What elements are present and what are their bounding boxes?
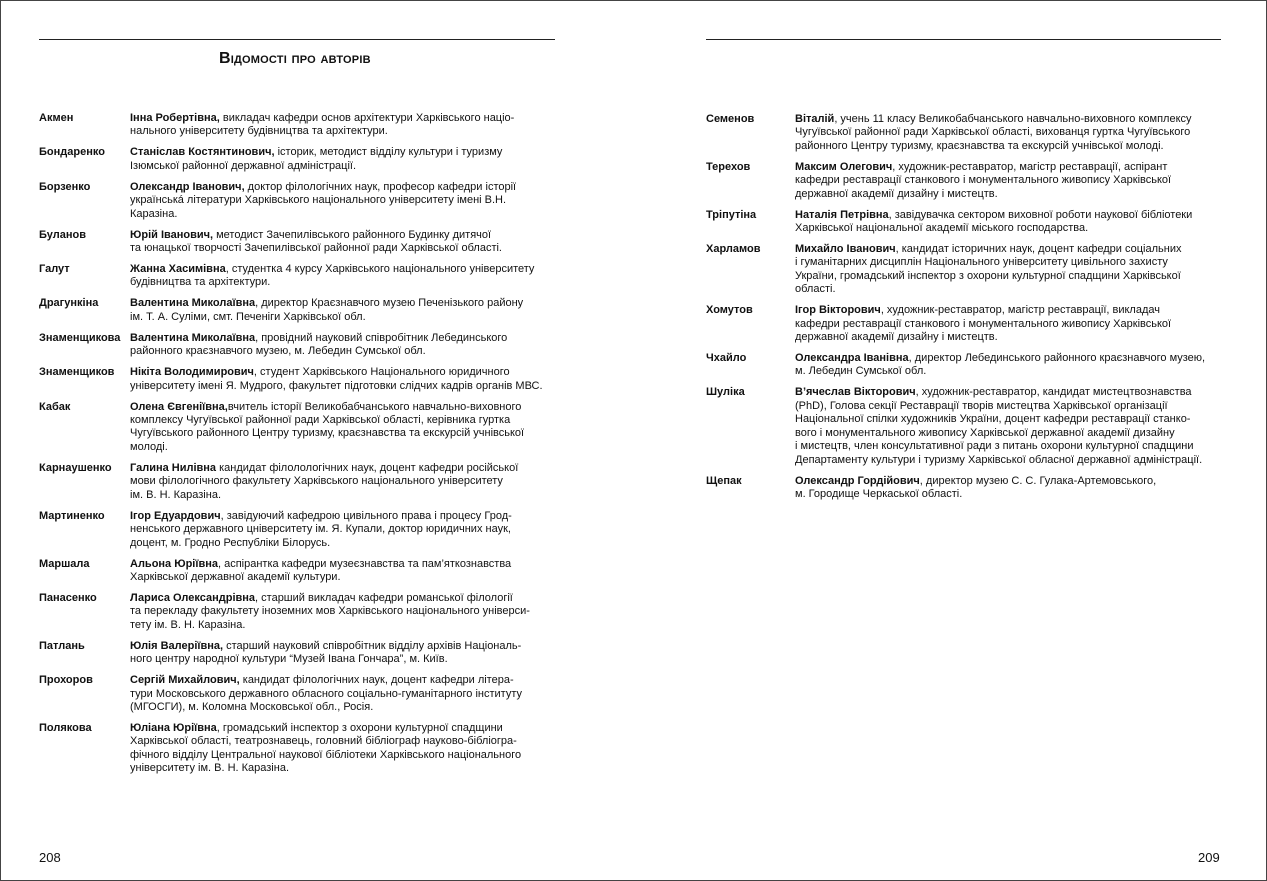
top-rule	[39, 39, 555, 40]
description-line	[130, 345, 564, 358]
author-name: Станіслав Костянтинович,	[130, 146, 275, 159]
description-text: комплексу Чугуївської районної ради Харківської області, керівника гуртка	[130, 414, 511, 427]
description-text: , директор Лебединського районного краєзнавчого музею,	[908, 352, 1206, 365]
description-text: та перекладу факультету іноземних мов Харківського національного універси-	[130, 605, 530, 618]
author-surname: Панасенко	[39, 591, 97, 604]
description-line	[130, 749, 564, 762]
author-name: Юліана Юріївна	[130, 721, 217, 734]
author-name: Валентина Миколаївна	[130, 331, 256, 344]
description-line	[795, 256, 1236, 269]
author-entry	[706, 161, 1236, 201]
description-text: доцент, м. Гродно Республіки Білорусь.	[130, 536, 331, 549]
description-line	[795, 174, 1236, 187]
author-surname: Кабак	[39, 400, 71, 413]
right-page	[634, 1, 1266, 880]
author-description	[130, 674, 564, 714]
description-line	[130, 112, 564, 125]
description-text: і мистецтв, член консультативної ради з питань охорони культурної спадщини	[795, 440, 1194, 453]
author-name: Лариса Олександрівна	[130, 591, 256, 604]
description-text: , художник-реставратор, магістр реставрації, аспірант	[892, 160, 1168, 173]
description-text: кафедри реставрації станкового і монументального живопису Харківської	[795, 174, 1172, 187]
author-surname: Чхайло	[706, 352, 747, 365]
author-name: Інна Робертівна,	[130, 112, 220, 124]
author-name: В’ячеслав Вікторович	[795, 386, 916, 399]
author-surname: Карнаушенко	[39, 461, 112, 474]
description-text: кандидат філолологічних наук, доцент кафедри російської	[216, 461, 519, 474]
author-surname: Тріпутіна	[706, 208, 757, 221]
author-entry	[39, 181, 564, 221]
author-entry	[39, 263, 564, 290]
author-name: Галина Нилівна	[130, 461, 217, 474]
description-line	[130, 427, 564, 440]
description-text: України, громадський інспектор з охорони культурної спадщини Харківської	[795, 269, 1181, 282]
description-line	[130, 475, 564, 488]
description-line	[130, 688, 564, 701]
description-text: кандидат філологічних наук, доцент кафедри літера-	[239, 674, 514, 687]
description-line	[130, 160, 564, 173]
description-text: , учень 11 класу Великобабчанського навчально-виховного комплексу	[834, 113, 1192, 125]
author-name: Михайло Іванович	[795, 243, 896, 256]
description-line	[130, 414, 564, 427]
description-line	[795, 400, 1236, 413]
description-line	[130, 674, 564, 687]
page-number: 209	[1198, 850, 1220, 865]
author-entry	[706, 352, 1236, 379]
author-name: Валентина Миколаївна	[130, 297, 256, 310]
author-description	[130, 146, 564, 173]
description-line	[130, 194, 564, 207]
description-text: ненського державного цніверситету ім. Я. Купали, доктор юридичних наук,	[130, 523, 511, 536]
author-surname: Щепак	[706, 474, 742, 487]
description-text: вчитель історії Великобабчанського навчально-виховного	[227, 400, 522, 413]
description-text: (PhD), Голова секції Реставрації творів мистецтва Харківської організації	[795, 399, 1168, 412]
description-line	[130, 640, 564, 653]
description-line	[795, 243, 1236, 256]
description-line	[795, 113, 1236, 126]
description-line	[130, 146, 564, 159]
author-name: Олександр Іванович,	[130, 180, 245, 193]
description-line	[130, 332, 564, 345]
description-line	[130, 619, 564, 632]
description-text: , художник-реставратор, кандидат мистецтвознавства	[915, 386, 1192, 399]
author-description	[130, 366, 564, 393]
author-surname: Драгункіна	[39, 297, 99, 310]
author-name: Олександр Гордійович	[795, 474, 920, 487]
description-line	[795, 454, 1236, 467]
description-line	[795, 140, 1236, 153]
author-name: Наталія Петрівна	[795, 208, 889, 221]
description-text: Каразіна.	[130, 207, 178, 220]
author-description	[130, 229, 564, 256]
description-text: м. Городище Черкаської області.	[795, 487, 963, 500]
author-entry	[39, 297, 564, 324]
description-text: державної академії дизайну і мистецтв.	[795, 331, 998, 344]
description-text: , директор Краєзнавчого музею Печенізького району	[255, 297, 524, 310]
author-surname: Акмен	[39, 112, 74, 124]
author-name: Юлія Валеріївна,	[130, 639, 224, 652]
description-text: історик, методист відділу культури і туризму	[274, 146, 503, 159]
description-line	[130, 366, 564, 379]
author-description	[130, 181, 564, 221]
description-text: старший науковий співробітник відділу архівів Національ-	[223, 639, 522, 652]
description-text: (МГОСГИ), м. Коломна Московської обл., Росія.	[130, 700, 374, 713]
author-surname: Мартиненко	[39, 509, 105, 522]
description-text: , громадський інспектор з охорони культурної спадщини	[216, 721, 503, 734]
description-line	[130, 762, 564, 775]
description-line	[130, 537, 564, 550]
description-line	[795, 161, 1236, 174]
author-description	[795, 209, 1236, 236]
description-text: тету ім. В. Н. Каразіна.	[130, 618, 246, 631]
description-text: доктор філологічних наук, професор кафедри історії	[244, 180, 517, 193]
author-description	[130, 263, 564, 290]
description-line	[130, 722, 564, 735]
author-entry	[39, 112, 564, 139]
author-surname: Знаменщиков	[39, 366, 115, 379]
page-number: 208	[39, 850, 61, 865]
author-entry	[706, 304, 1236, 344]
author-surname: Маршала	[39, 557, 90, 570]
author-name: Максим Олегович	[795, 160, 893, 173]
description-text: Національної спілки художників України, доцент кафедри реставрації станко-	[795, 413, 1191, 426]
author-name: Олександра Іванівна	[795, 352, 909, 365]
description-line	[130, 510, 564, 523]
description-line	[795, 188, 1236, 201]
description-line	[130, 653, 564, 666]
author-description	[130, 401, 564, 455]
description-text: ного центру народної культури “Музей Івана Гончара”, м. Київ.	[130, 653, 448, 666]
author-entry	[39, 558, 564, 585]
author-entry	[39, 332, 564, 359]
author-surname: Галут	[39, 263, 70, 276]
description-text: кафедри реставрації станкового і монументального живопису Харківської	[795, 317, 1172, 330]
author-entry	[39, 640, 564, 667]
description-text: Ізюмської районної державної адміністрації.	[130, 159, 357, 172]
description-line	[130, 311, 564, 324]
description-text: , студент Харківського Національного юридичного	[253, 366, 510, 379]
description-line	[795, 440, 1236, 453]
description-line	[130, 735, 564, 748]
author-description	[795, 161, 1236, 201]
description-text: методист Зачепилівського районного Будинку дитячої	[213, 228, 492, 241]
author-surname: Харламов	[706, 243, 761, 256]
author-entry	[706, 475, 1236, 502]
author-entry	[706, 113, 1236, 153]
author-name: Жанна Хасимівна	[130, 263, 226, 276]
author-name: Нікіта Володимирович	[130, 366, 254, 379]
author-name: Ігор Едуардович	[130, 509, 221, 522]
description-text: викладач кафедри основ архітектури Харківського націо-	[219, 112, 515, 124]
author-entry	[706, 243, 1236, 297]
author-description	[130, 640, 564, 667]
page-title: Відомості про авторів	[219, 50, 371, 67]
author-surname: Семенов	[706, 113, 755, 125]
description-line	[130, 242, 564, 255]
description-text: , старший викладач кафедри романської філології	[255, 591, 513, 604]
author-entry	[39, 366, 564, 393]
author-description	[130, 510, 564, 550]
description-text: вого і монументального живопису Харківської державної академії дизайну	[795, 426, 1175, 439]
author-entry	[39, 401, 564, 455]
description-text: , провідний науковий співробітник Лебединського	[255, 331, 508, 344]
author-description	[130, 112, 564, 139]
author-description	[130, 297, 564, 324]
description-line	[795, 126, 1236, 139]
description-text: молоді.	[130, 440, 168, 453]
description-text: будівництва та архітектури.	[130, 276, 271, 289]
description-text: та юнацької творчості Зачепилівської районної ради Харківської області.	[130, 242, 502, 255]
description-line	[130, 229, 564, 242]
description-line	[130, 592, 564, 605]
description-text: , кандидат історичних наук, доцент кафедри соціальних	[895, 243, 1182, 256]
description-text: районного Центру туризму, краєзнавства та екскурсій учнівської молоді.	[795, 139, 1164, 152]
description-text: університету ім. В. Н. Каразіна.	[130, 762, 290, 775]
description-line	[130, 701, 564, 714]
author-surname: Шуліка	[706, 386, 745, 399]
author-description	[130, 462, 564, 502]
description-line	[795, 427, 1236, 440]
description-line	[130, 401, 564, 414]
author-entry	[39, 510, 564, 550]
description-text: Чугуївського районного Центру туризму, краєзнавства та екскурсій учнівської	[130, 427, 525, 440]
description-line	[795, 304, 1236, 317]
description-text: ім. Т. А. Суліми, смт. Печеніги Харківської обл.	[130, 310, 366, 323]
author-entry	[39, 229, 564, 256]
description-text: Харківської національної академії міського господарства.	[795, 222, 1089, 235]
description-text: м. Лебедин Сумської обл.	[795, 365, 927, 378]
description-line	[795, 283, 1236, 296]
author-description	[130, 592, 564, 632]
description-line	[130, 263, 564, 276]
author-entry	[39, 592, 564, 632]
top-rule	[706, 39, 1221, 40]
description-line	[130, 181, 564, 194]
author-surname: Хомутов	[706, 304, 753, 317]
author-list	[39, 112, 564, 783]
author-surname: Борзенко	[39, 180, 91, 193]
description-line	[795, 352, 1236, 365]
author-name: Юрій Іванович,	[130, 228, 214, 241]
author-name: Сергій Михайлович,	[130, 674, 240, 687]
author-description	[795, 386, 1236, 466]
description-text: , художник-реставратор, магістр реставрації, викладач	[880, 304, 1160, 317]
description-text: фічного відділу Центральної наукової бібліотеки Харківського національного	[130, 748, 522, 761]
author-name: Віталій	[795, 113, 835, 125]
author-description	[795, 113, 1236, 153]
description-line	[795, 270, 1236, 283]
description-line	[130, 208, 564, 221]
description-line	[130, 462, 564, 475]
description-line	[130, 441, 564, 454]
author-name: Альона Юріївна	[130, 557, 218, 570]
description-text: , аспірантка кафедри музеєзнавства та пам’яткознавства	[217, 557, 512, 570]
left-page	[1, 1, 634, 880]
description-text: області.	[795, 283, 836, 296]
author-entry	[39, 146, 564, 173]
description-text: , завідувачка сектором виховної роботи наукової бібліотеки	[888, 208, 1193, 221]
author-surname: Патлань	[39, 639, 85, 652]
description-text: , директор музею С. С. Гулака-Артемовського,	[919, 474, 1157, 487]
author-name: Олена Євгеніївна,	[130, 400, 228, 413]
description-line	[795, 413, 1236, 426]
description-text: університету імені Я. Мудрого, факультет підготовки слідчих кадрів органів МВС.	[130, 379, 543, 392]
description-line	[795, 222, 1236, 235]
description-text: мови філологічного факультету Харківського національного університету	[130, 475, 503, 488]
description-text: державної академії дизайну і мистецтв.	[795, 187, 998, 200]
author-surname: Полякова	[39, 721, 92, 734]
description-line	[130, 125, 564, 138]
description-text: Харківської області, театрознавець, головний бібліограф науково-бібліогра-	[130, 735, 517, 748]
description-line	[130, 489, 564, 502]
description-line	[795, 488, 1236, 501]
author-description	[795, 352, 1236, 379]
description-line	[130, 558, 564, 571]
description-line	[130, 605, 564, 618]
author-description	[795, 304, 1236, 344]
author-surname: Бондаренко	[39, 146, 105, 159]
author-description	[795, 475, 1236, 502]
description-text: , завідуючий кафедрою цивільного права і процесу Грод-	[220, 509, 512, 522]
description-line	[795, 331, 1236, 344]
description-line	[795, 386, 1236, 399]
description-line	[795, 475, 1236, 488]
author-description	[130, 332, 564, 359]
description-line	[130, 380, 564, 393]
author-entry	[706, 386, 1236, 466]
author-description	[795, 243, 1236, 297]
author-description	[130, 722, 564, 776]
description-text: Чугуївської районної ради Харківської області, вихованця гуртка Чугуївського	[795, 126, 1191, 139]
description-line	[795, 365, 1236, 378]
description-text: ім. В. Н. Каразіна.	[130, 488, 221, 501]
author-surname: Прохоров	[39, 674, 93, 687]
description-line	[795, 318, 1236, 331]
author-entry	[39, 722, 564, 776]
description-text: Харківської державної академії культури.	[130, 570, 341, 583]
author-surname: Знаменщикова	[39, 331, 121, 344]
description-text: тури Московського державного обласного соціально-гуманітарного інституту	[130, 687, 522, 700]
description-text: і гуманітарних дисциплін Національного університету цивільного захисту	[795, 256, 1168, 269]
author-list	[706, 113, 1236, 509]
author-entry	[706, 209, 1236, 236]
description-line	[130, 297, 564, 310]
author-entry	[39, 674, 564, 714]
description-text: нального університету будівництва та архітектури.	[130, 125, 388, 138]
description-text: районного краєзнавчого музею, м. Лебедин Сумської обл.	[130, 345, 426, 358]
description-line	[795, 209, 1236, 222]
description-line	[130, 276, 564, 289]
author-surname: Терехов	[706, 160, 751, 173]
author-name: Ігор Вікторович	[795, 304, 881, 317]
description-text: , студентка 4 курсу Харківського національного університету	[225, 263, 535, 276]
author-description	[130, 558, 564, 585]
description-text: українськá літератури Харківського національного університету імені В.Н.	[130, 194, 507, 207]
author-surname: Буланов	[39, 228, 86, 241]
author-entry	[39, 462, 564, 502]
description-line	[130, 523, 564, 536]
description-text: Департаменту культури і туризму Харківської обласної державної адміністрації.	[795, 453, 1203, 466]
description-line	[130, 571, 564, 584]
